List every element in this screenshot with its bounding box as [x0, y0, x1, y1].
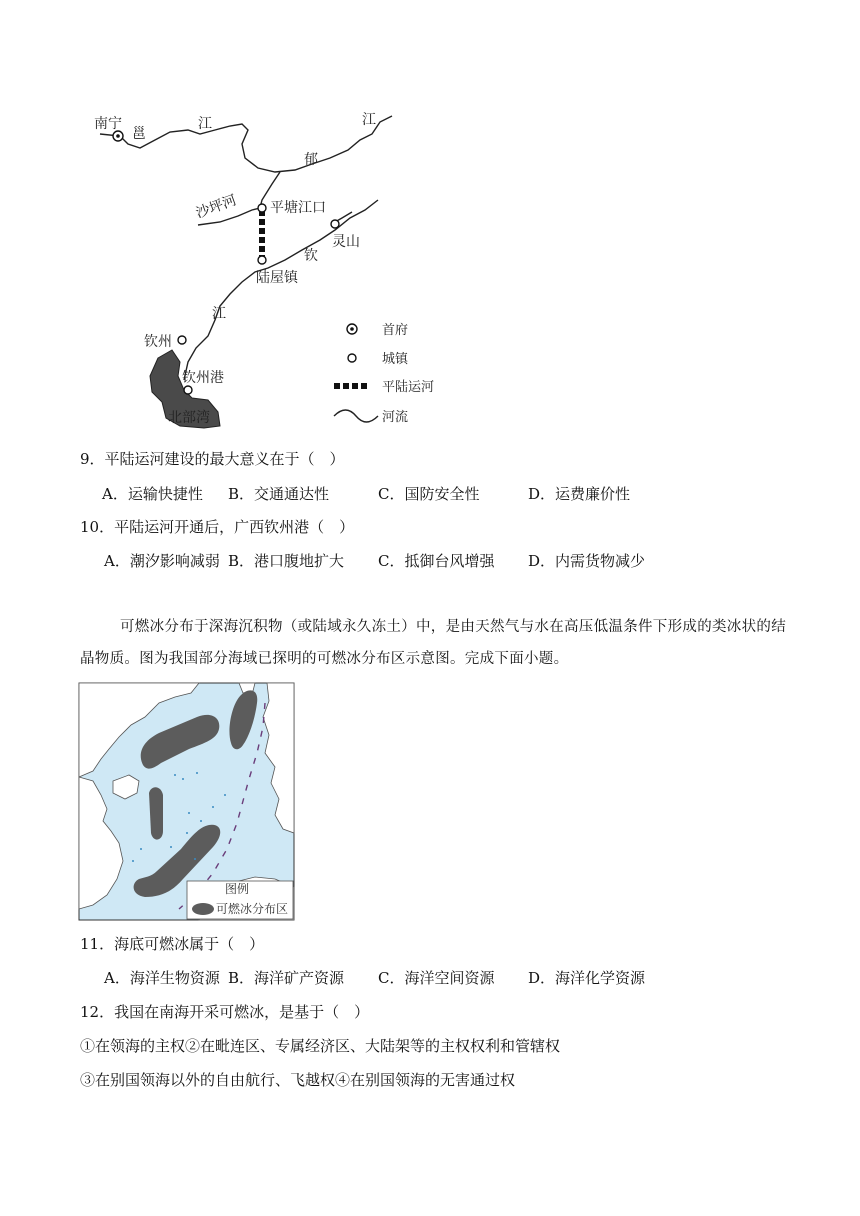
label-pingtang: 平塘江口 [270, 200, 326, 216]
label-yu: 郁 [304, 152, 318, 168]
map2-legend-item: 可燃冰分布区 [216, 902, 289, 916]
label-shaping-river: 沙坪河 [193, 192, 239, 222]
map2-legend-title: 图例 [225, 882, 250, 896]
pinglu-canal-map [80, 100, 435, 435]
q11-option-d[interactable]: D．海洋化学资源 [528, 969, 646, 987]
map1-legend [334, 323, 434, 425]
q10-option-c[interactable]: C．抵御台风增强 [378, 552, 495, 570]
q10-option-b[interactable]: B．港口腹地扩大 [228, 552, 345, 570]
label-qin: 钦 [304, 248, 318, 264]
q12-statements-line-2: ③在别国领海以外的自由航行、飞越权④在别国领海的无害通过权 [80, 1071, 516, 1089]
q11-option-b[interactable]: B．海洋矿产资源 [228, 969, 345, 987]
q12-statements-line-1: ①在领海的主权②在毗连区、专属经济区、大陆架等的主权权利和管辖权 [80, 1037, 561, 1055]
q9-option-a[interactable]: A．运输快捷性 [102, 485, 203, 503]
label-qinzhougang: 钦州港 [182, 370, 224, 386]
label-luwu: 陆屋镇 [256, 270, 298, 286]
q9-option-c[interactable]: C．国防安全性 [378, 485, 480, 503]
label-jiang-3: 江 [212, 306, 226, 322]
label-nanning: 南宁 [94, 116, 122, 132]
q11-option-a[interactable]: A．海洋生物资源 [104, 969, 220, 987]
q9-option-d[interactable]: D．运费廉价性 [528, 485, 631, 503]
q10-option-a[interactable]: A．潮汐影响减弱 [104, 552, 220, 570]
question-10-stem: 10．平陆运河开通后，广西钦州港（ ） [80, 518, 355, 536]
intro-paragraph: 可燃冰分布于深海沉积物（或陆域永久冻土）中，是由天然气与水在高压低温条件下形成的类冰状的结晶物质。图为我国部分海域已探明的可燃冰分布区示意图。完成下面小题。 [80, 619, 786, 667]
legend-town: 城镇 [382, 352, 409, 367]
q9-option-b[interactable]: B．交通通达性 [228, 485, 330, 503]
legend-canal: 平陆运河 [382, 380, 435, 395]
label-yong: 邕 [132, 126, 146, 142]
question-12-stem: 12．我国在南海开采可燃冰，是基于（ ） [80, 1003, 370, 1021]
gas-hydrate-map [79, 683, 295, 921]
label-beibuwan: 北部湾 [168, 410, 210, 426]
label-jiang-1: 江 [198, 116, 212, 132]
question-11-stem: 11．海底可燃冰属于（ ） [80, 935, 265, 953]
q11-option-c[interactable]: C．海洋空间资源 [378, 969, 495, 987]
label-jiang-2: 江 [362, 112, 376, 128]
label-lingshan: 灵山 [332, 234, 360, 250]
label-qinzhou: 钦州 [144, 334, 172, 350]
q10-option-d[interactable]: D．内需货物减少 [528, 552, 646, 570]
question-9-stem: 9．平陆运河建设的最大意义在于（ ） [80, 450, 345, 468]
legend-river: 河流 [382, 410, 409, 425]
legend-capital: 首府 [382, 323, 409, 338]
